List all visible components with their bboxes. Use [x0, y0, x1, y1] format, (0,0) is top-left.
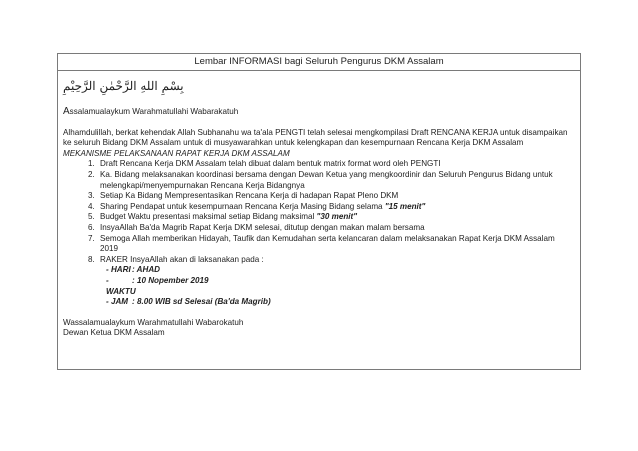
greeting-initial: A — [63, 106, 70, 117]
list-item: 4. Sharing Pendapat untuk kesempurnaan Rencana Kerja Masing Bidang selama "15 menit" — [97, 202, 574, 213]
list-item: 1. Draft Rencana Kerja DKM Assalam telah dibuat dalam bentuk matrix format word oleh PENGTI — [97, 159, 574, 170]
mechanism-heading: MEKANISME PELAKSANAAN RAPAT KERJA DKM ASSALAM — [63, 148, 290, 158]
list-item: 6. InsyaAllah Ba'da Magrib Rapat Kerja DKM selesai, ditutup dengan makan malam bersama — [97, 223, 574, 234]
list-item: 8. RAKER InsyaAllah akan di laksanakan pada : - HARI : AHAD - WAKTU : 10 Nopember 2019 - JAM : 8.00 WIB sd Selesai (Ba'da Magrib) — [97, 255, 574, 308]
schedule-date: - WAKTU : 10 Nopember 2019 — [106, 275, 209, 296]
list-item: 5. Budget Waktu presentasi maksimal setiap Bidang maksimal "30 menit" — [97, 212, 574, 223]
closing-greeting: Wassalamualaykum Warahmatullahi Wabarokatuh — [63, 317, 244, 327]
info-sheet — [57, 53, 581, 370]
list-item: 3. Setiap Ka Bidang Mempresentasikan Rencana Kerja di hadapan Rapat Pleno DKM — [97, 191, 574, 202]
intro-paragraph: Alhamdulillah, berkat kehendak Allah Subhanahu wa ta'ala PENGTI telah selesai mengkompilasi Draft RENCANA KERJA untuk disampaikan ke seluruh Bidang DKM Assalam untuk di musyawarahkan untuk kelengkapan dan kesempurnaan Rencana Kerja DKM Assalam — [63, 127, 568, 148]
sheet-body — [58, 71, 580, 339]
mechanism-list — [63, 159, 574, 307]
raker-schedule — [100, 265, 574, 307]
basmalah: بِسْمِ اللهِ الرَّحْمٰنِ الرَّحِيْمِ — [63, 79, 184, 93]
signature: Dewan Ketua DKM Assalam — [63, 328, 165, 338]
greeting-text: ssalamualaykum Warahmatullahi Wabarakatuh — [69, 107, 239, 116]
list-item: 7. Semoga Allah memberikan Hidayah, Taufik dan Kemudahan serta kelancaran dalam melaksanakan Rapat Kerja DKM Assalam 2019 — [97, 234, 574, 255]
sheet-title: Lembar INFORMASI bagi Seluruh Pengurus DKM Assalam — [58, 54, 580, 71]
schedule-time: - JAM : 8.00 WIB sd Selesai (Ba'da Magrib) — [106, 297, 271, 307]
opening-greeting — [63, 107, 574, 118]
schedule-day: - HARI : AHAD — [106, 265, 161, 275]
list-item: 2. Ka. Bidang melaksanakan koordinasi bersama dengan Dewan Ketua yang mengkoordinir dan Seluruh Pengurus Bidang untuk melengkapi/menyempurnakan Rencana Kerja Bidangnya — [97, 170, 574, 191]
